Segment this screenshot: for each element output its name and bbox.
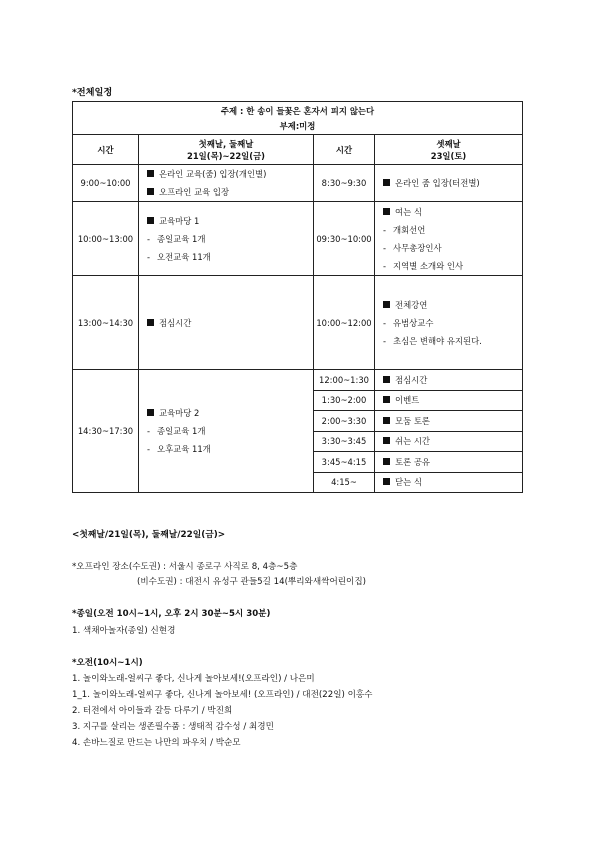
day3-item (383, 174, 522, 192)
list-item-text: 모둠 토론 (395, 415, 431, 426)
day12-item (147, 314, 313, 332)
day3-sub-item (383, 453, 522, 471)
day12-item (147, 440, 313, 458)
dash-bullet-icon: - (147, 444, 151, 454)
time3-cell: 10:00~12:00 (314, 276, 375, 370)
square-bullet-icon (383, 458, 390, 465)
dash-bullet-icon: - (147, 426, 151, 436)
list-item-text: 오전교육 11개 (157, 251, 211, 262)
sub-time-cell: 3:45~4:15 (314, 452, 375, 473)
square-bullet-icon (147, 170, 154, 177)
offline-location-line2: (비수도권) : 대전시 유성구 관들5길 14(뿌리와새싹어린이집) (137, 577, 367, 587)
schedule-row (73, 202, 523, 276)
day3-item (383, 239, 522, 257)
sub-time-cell: 4:15~ (314, 472, 375, 493)
list-item-text: 오후교육 11개 (157, 444, 211, 454)
list-item-text: 개회선언 (393, 224, 426, 235)
dash-bullet-icon: - (383, 335, 387, 346)
schedule-table (72, 101, 523, 493)
square-bullet-icon (383, 179, 390, 186)
header-row (73, 135, 523, 165)
square-bullet-icon (147, 217, 154, 224)
morning-item: 1_1. 놀이와노래-얼씨구 좋다, 신나게 놀아보세! (오프라인) / 대전(22일) 이홍수 (72, 690, 373, 700)
square-bullet-icon (147, 409, 154, 416)
square-bullet-icon (383, 396, 390, 403)
list-item-text: 쉬는 시간 (395, 436, 431, 447)
square-bullet-icon (383, 437, 390, 444)
list-item-text: 닫는 식 (395, 477, 422, 488)
day12-cell (139, 165, 314, 202)
morning-item: 2. 터전에서 아이들과 갈등 다루기 / 박진희 (72, 706, 233, 716)
dash-bullet-icon: - (383, 260, 387, 271)
list-item-text: 유범상교수 (393, 317, 434, 328)
sub-item-cell (375, 472, 523, 493)
sub-item-cell (375, 431, 523, 452)
header-day3-line1: 셋째날 (436, 138, 461, 149)
schedule-row (73, 165, 523, 202)
day3-item (383, 314, 522, 332)
time3-cell: 8:30~9:30 (314, 165, 375, 202)
morning-item: 3. 지구를 살리는 생존필수품 : 생태적 감수성 / 최경민 (72, 722, 274, 732)
time3-cell: 09:30~10:00 (314, 202, 375, 276)
list-item-text: 지역별 소개와 인사 (393, 260, 464, 271)
list-item-text: 여는 식 (395, 206, 422, 217)
square-bullet-icon (383, 301, 390, 308)
header-time-1: 시간 (73, 135, 139, 165)
day12-item (147, 165, 313, 183)
square-bullet-icon (147, 188, 154, 195)
list-item-text: 이벤트 (395, 395, 420, 406)
day3-item (383, 203, 522, 221)
header-time-2: 시간 (314, 135, 375, 165)
list-item-text: 종일교육 1개 (157, 233, 206, 244)
list-item-text: 초심은 변해야 유지된다. (393, 335, 482, 346)
schedule-row (73, 276, 523, 370)
header-day12-line2: 21일(목)~22일(금) (187, 150, 265, 161)
list-item-text: 오프라인 교육 입장 (159, 187, 230, 197)
time-cell: 14:30~17:30 (73, 370, 139, 493)
day12-item (147, 404, 313, 422)
day3-item (383, 257, 522, 275)
sub-time-cell: 2:00~3:30 (314, 411, 375, 432)
time-cell: 9:00~10:00 (73, 165, 139, 202)
theme-text: 주제 : 한 송이 들꽃은 혼자서 피지 않는다 (220, 105, 375, 116)
day3-cell (375, 276, 523, 370)
day3-cell (375, 202, 523, 276)
list-item-text: 점심시간 (395, 374, 428, 385)
day12-cell (139, 202, 314, 276)
list-item-text: 교육마당 1 (159, 215, 200, 226)
square-bullet-icon (383, 376, 390, 383)
day-heading: <첫째날/21일(목), 둘째날/22일(금)> (72, 530, 226, 540)
list-item-text: 토론 공유 (395, 456, 431, 467)
overall-schedule-title: *전체일정 (72, 87, 113, 98)
day12-cell (139, 370, 314, 493)
dash-bullet-icon: - (383, 317, 387, 328)
day3-sub-item (383, 432, 522, 450)
sub-time-cell: 1:30~2:00 (314, 390, 375, 411)
header-day12-line1: 첫째날, 둘째날 (198, 138, 254, 149)
day3-item (383, 296, 522, 314)
time-cell: 13:00~14:30 (73, 276, 139, 370)
day12-item (147, 212, 313, 230)
header-day-1-2 (139, 135, 314, 165)
list-item-text: 전체강연 (395, 299, 428, 310)
allday-item: 1. 색채아놀자(종일) 신현경 (72, 626, 176, 636)
day12-item (147, 230, 313, 248)
sub-item-cell (375, 390, 523, 411)
day3-cell (375, 165, 523, 202)
sub-time-cell: 12:00~1:30 (314, 370, 375, 391)
square-bullet-icon (383, 208, 390, 215)
schedule-subrow (73, 370, 523, 391)
list-item-text: 점심시간 (159, 317, 192, 328)
sub-item-cell (375, 411, 523, 432)
day3-sub-item (383, 412, 522, 430)
sub-item-cell (375, 370, 523, 391)
subtitle-text: 부제:미정 (279, 120, 316, 131)
theme-row (73, 102, 523, 135)
day12-item (147, 183, 313, 201)
square-bullet-icon (383, 478, 390, 485)
morning-heading: *오전(10시~1시) (72, 658, 143, 668)
header-day-3 (375, 135, 523, 165)
day12-cell (139, 276, 314, 370)
day3-sub-item (383, 391, 522, 409)
dash-bullet-icon: - (147, 233, 151, 244)
day12-item (147, 248, 313, 266)
day3-sub-item (383, 473, 522, 491)
morning-item: 4. 손바느질로 만드는 나만의 파우치 / 박순모 (72, 738, 241, 748)
offline-location-line1: *오프라인 장소(수도권) : 서울시 종로구 사직로 8, 4층~5층 (72, 562, 298, 572)
list-item-text: 온라인 교육(줌) 입장(개인별) (159, 169, 267, 179)
sub-item-cell (375, 452, 523, 473)
day3-item (383, 221, 522, 239)
day12-item (147, 422, 313, 440)
dash-bullet-icon: - (383, 242, 387, 253)
dash-bullet-icon: - (383, 224, 387, 235)
list-item-text: 종일교육 1개 (157, 426, 206, 436)
allday-heading: *종일(오전 10시~1시, 오후 2시 30분~5시 30분) (72, 609, 271, 619)
list-item-text: 온라인 줌 입장(터전별) (395, 178, 480, 188)
sub-time-cell: 3:30~3:45 (314, 431, 375, 452)
morning-item: 1. 놀이와노래-얼씨구 좋다, 신나게 놀아보세!(오프라인) / 나은미 (72, 674, 315, 684)
list-item-text: 사무총장인사 (393, 242, 442, 253)
square-bullet-icon (383, 417, 390, 424)
square-bullet-icon (147, 319, 154, 326)
time-cell: 10:00~13:00 (73, 202, 139, 276)
day3-item (383, 332, 522, 350)
header-day3-line2: 23일(토) (430, 150, 467, 161)
day3-sub-item (383, 371, 522, 389)
dash-bullet-icon: - (147, 251, 151, 262)
list-item-text: 교육마당 2 (159, 408, 200, 418)
